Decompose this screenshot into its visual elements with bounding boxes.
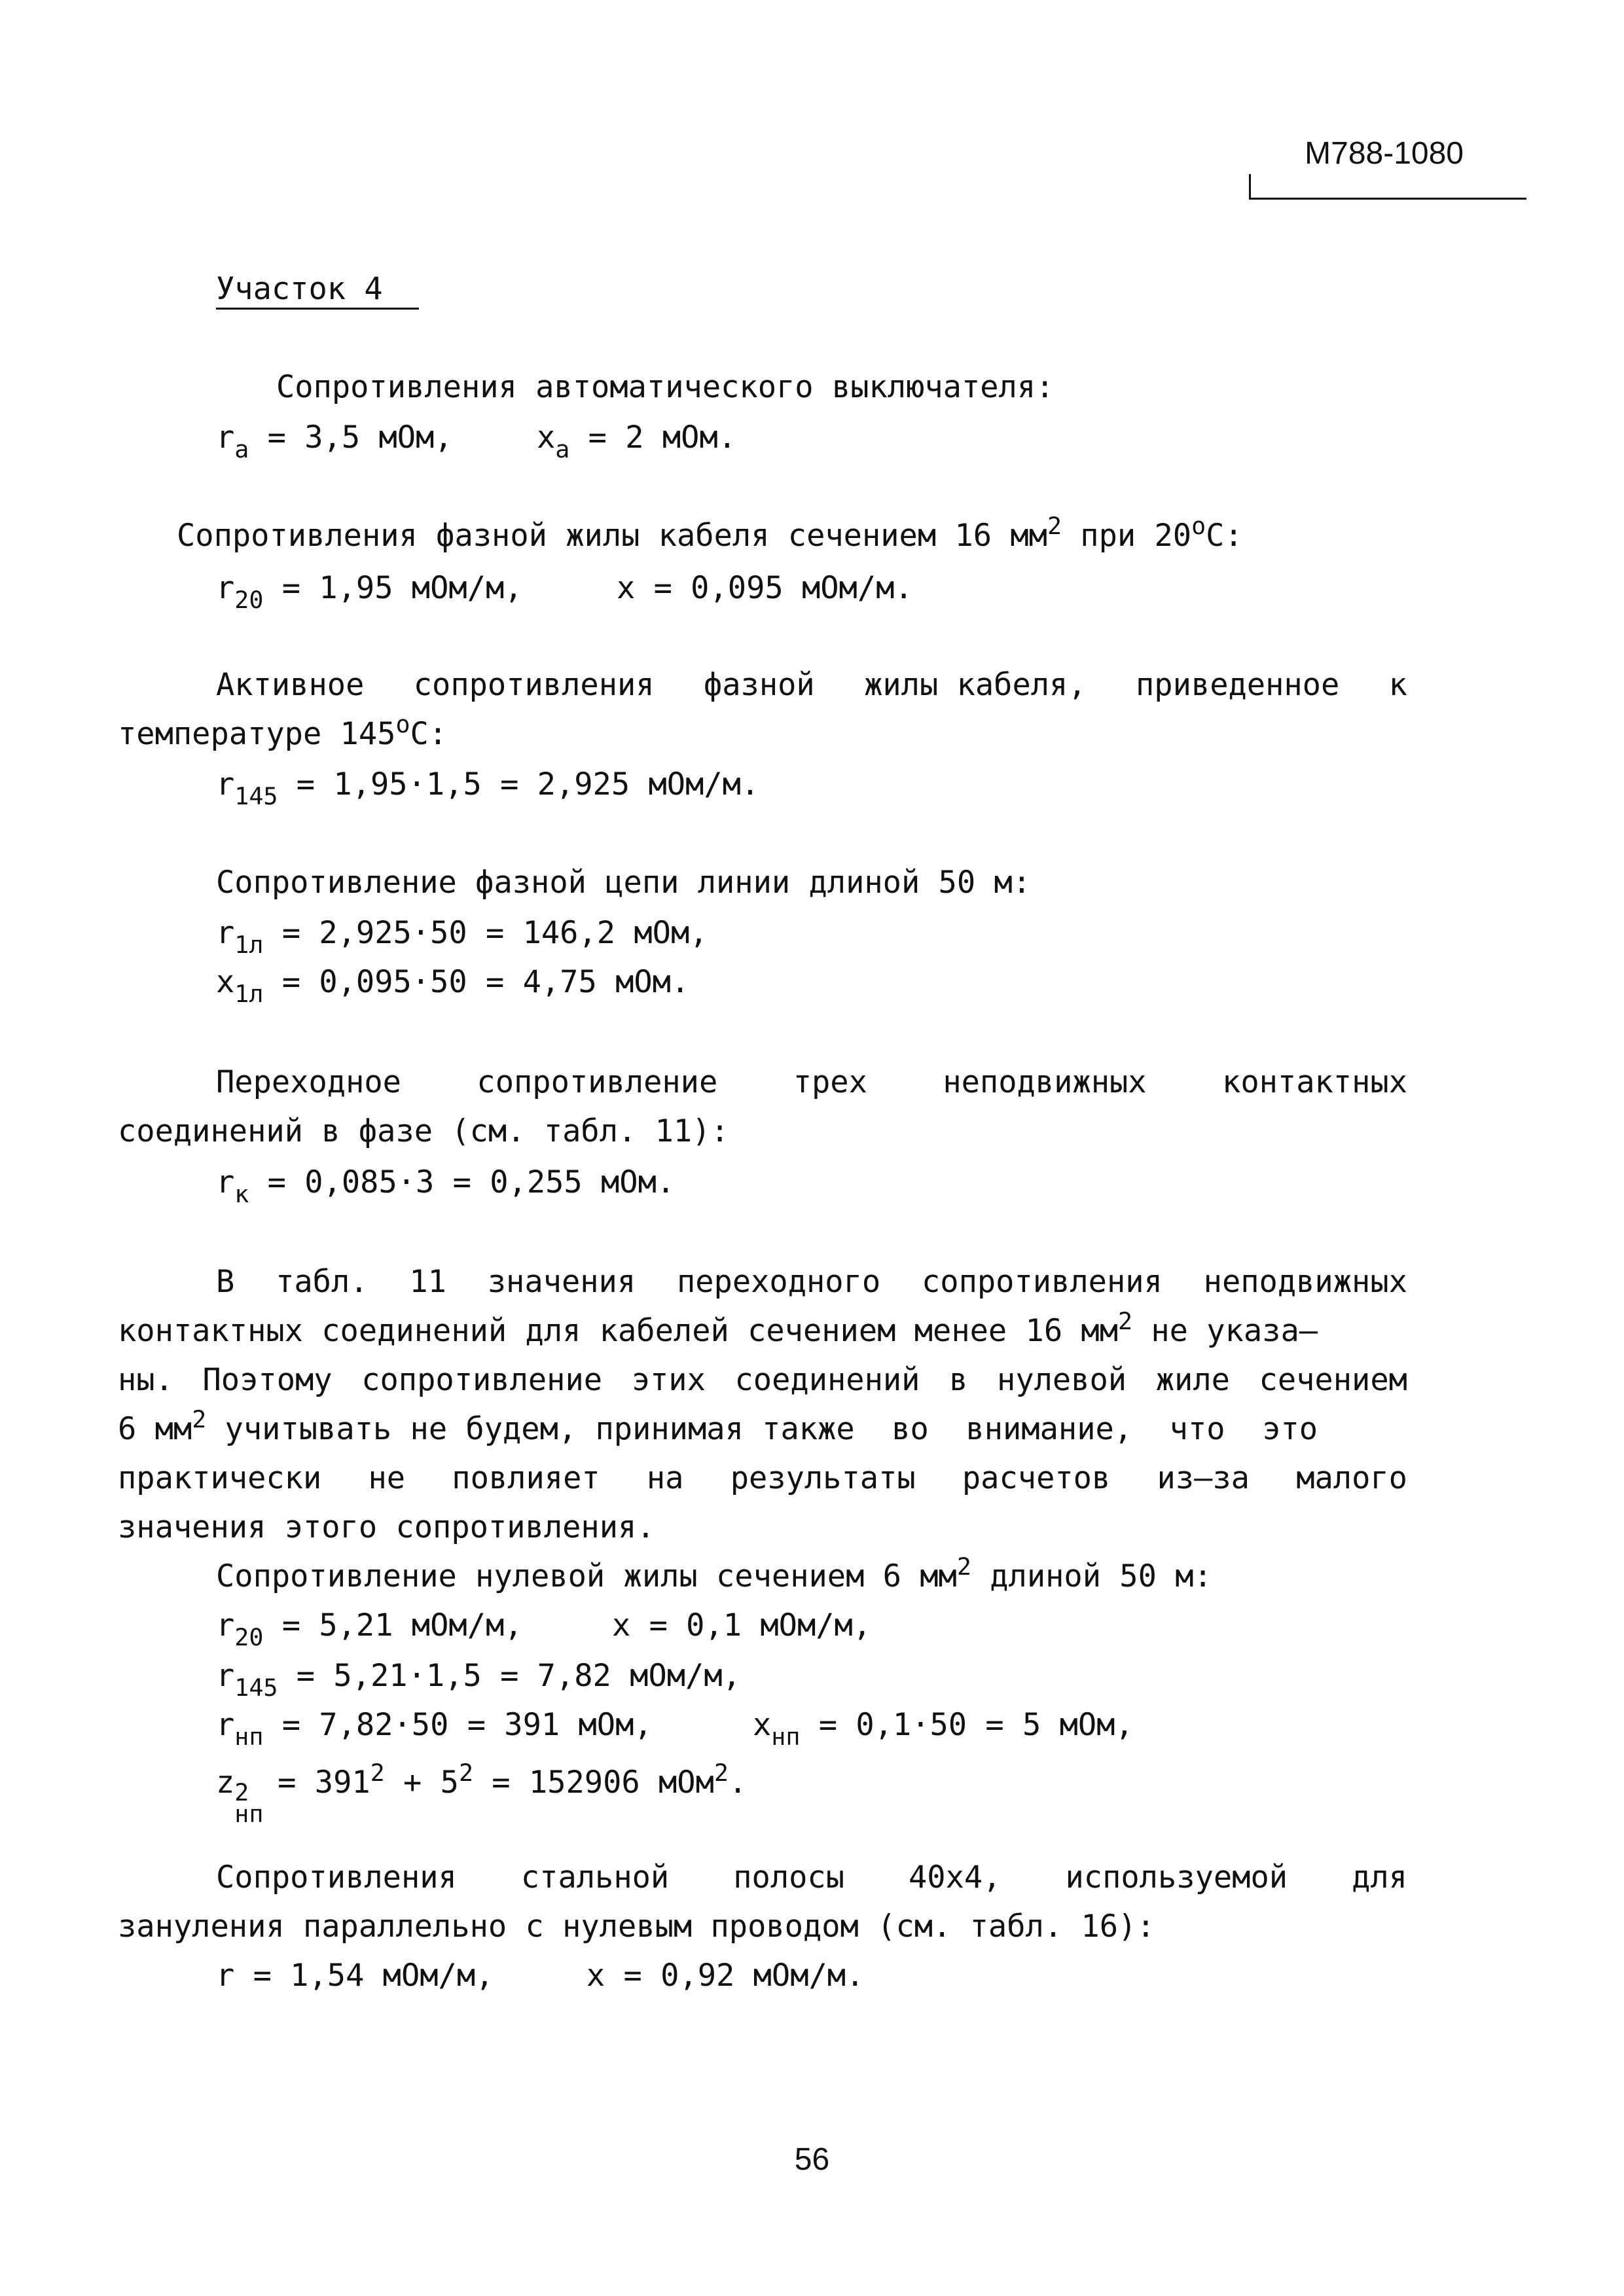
- s6-word: ны.: [118, 1362, 173, 1398]
- s6-word: малого: [1296, 1460, 1407, 1496]
- s6-line2-post: не указа–: [1132, 1313, 1318, 1349]
- s7-equation-4: [216, 1758, 748, 1829]
- s6-word: соединений: [734, 1362, 920, 1398]
- x1l-symbol: x: [216, 964, 235, 1000]
- znp-symbol: z: [216, 1765, 235, 1801]
- xnp-value: = 0,1·50 = 5 мОм,: [800, 1707, 1134, 1743]
- s1-intro: Сопротивления автоматического выключателя:: [276, 369, 1055, 405]
- s6-word: практически: [118, 1460, 322, 1496]
- header-tick: [1249, 174, 1251, 199]
- ra-value: = 3,5 мОм,: [249, 420, 453, 456]
- section-title: Участок 4: [216, 271, 383, 307]
- s7-equation-1-x: x = 0,1 мОм/м,: [612, 1607, 872, 1643]
- znp-sup-c: 2: [713, 1758, 729, 1787]
- s6-word: сопротивление: [361, 1362, 603, 1398]
- s6-line3: [118, 1362, 1407, 1398]
- s6-word: неподвижных: [1203, 1264, 1407, 1300]
- r145-subscript: 145: [234, 782, 278, 811]
- s8-word: для: [1352, 1859, 1407, 1895]
- r145-symbol: r: [216, 766, 235, 802]
- s5-word: сопротивление: [477, 1064, 718, 1100]
- s8-equation: r = 1,54 мОм/м, x = 0,92 мОм/м.: [216, 1958, 865, 1994]
- s6-word: не: [368, 1460, 406, 1496]
- s6-line4-sup: 2: [192, 1405, 207, 1433]
- s1-equation: [216, 420, 453, 464]
- s6-line5: [118, 1460, 1407, 1496]
- r1l-value: = 2,925·50 = 146,2 мОм,: [263, 915, 708, 951]
- r145n-value: = 5,21·1,5 = 7,82 мОм/м,: [278, 1658, 741, 1694]
- s5-line1: [216, 1064, 1407, 1100]
- s5-word: трех: [793, 1064, 867, 1100]
- s6-line4-post: учитывать не будем, принимая также во внимание, что это: [206, 1411, 1318, 1447]
- header-rule: [1249, 198, 1526, 200]
- rk-value: = 0,085·3 = 0,255 мОм.: [249, 1164, 676, 1200]
- s7-equation-2: [216, 1658, 741, 1702]
- s6-word: В: [216, 1264, 235, 1300]
- s6-word: значения: [487, 1264, 636, 1300]
- s6-word: этих: [631, 1362, 706, 1398]
- xnp-symbol: x: [753, 1707, 772, 1743]
- r20-value: = 1,95 мОм/м,: [263, 570, 523, 606]
- r145n-subscript: 145: [234, 1674, 278, 1702]
- s6-line2: [118, 1306, 1318, 1349]
- s6-word: сопротивления: [922, 1264, 1163, 1300]
- xa-value: = 2 мОм.: [569, 420, 737, 456]
- s2-equation-x: x = 0,095 мОм/м.: [617, 570, 913, 606]
- xnp-subscript: нп: [771, 1723, 801, 1751]
- s6-word: табл.: [276, 1264, 369, 1300]
- s8-word: используемой: [1065, 1859, 1288, 1895]
- s6-word: сечением: [1259, 1362, 1407, 1398]
- znp-value-a: = 391: [259, 1765, 370, 1801]
- s8-line2: зануления параллельно с нулевым проводом (см. табл. 16):: [118, 1909, 1155, 1945]
- r20-subscript: 20: [234, 586, 264, 615]
- s6-line4: [118, 1405, 1318, 1447]
- s8-word: полосы: [733, 1859, 845, 1895]
- s8-word: стальной: [520, 1859, 670, 1895]
- s6-line6: значения этого сопротивления.: [118, 1509, 655, 1545]
- znp-sup-b: 2: [458, 1758, 474, 1787]
- r145n-symbol: r: [216, 1658, 235, 1694]
- s3-word: Активное: [216, 667, 365, 703]
- znp-value-b: + 5: [384, 1765, 459, 1801]
- s6-line2-text: контактных соединений для кабелей сечением менее 16 мм: [118, 1313, 1119, 1349]
- ra-subscript: a: [234, 435, 249, 464]
- rnp-symbol: r: [216, 1707, 235, 1743]
- r145-value: = 1,95·1,5 = 2,925 мОм/м.: [278, 766, 760, 802]
- s5-word: неподвижных: [943, 1064, 1147, 1100]
- znp-subscript: нп: [234, 1800, 264, 1829]
- r20n-subscript: 20: [234, 1623, 264, 1652]
- page-number: 56: [794, 2142, 830, 2177]
- s6-word: жиле: [1155, 1362, 1230, 1398]
- s6-word: Поэтому: [202, 1362, 333, 1398]
- s2-intro-mid: при 20: [1062, 518, 1192, 554]
- r20-symbol: r: [216, 570, 235, 606]
- s6-word: переходного: [676, 1264, 881, 1300]
- r1l-subscript: 1л: [234, 931, 264, 960]
- s3-line2-text: температуре 145: [118, 716, 396, 752]
- s3-line2-post: С:: [410, 716, 448, 752]
- section-title-underline: [216, 308, 419, 310]
- s8-word: 40х4,: [909, 1859, 1001, 1895]
- s3-word: жилы кабеля,: [864, 667, 1087, 703]
- s3-equation: [216, 766, 760, 811]
- s3-degree-sup: о: [395, 709, 410, 738]
- s2-intro-sup: 2: [1047, 511, 1062, 540]
- rk-subscript: к: [234, 1180, 249, 1209]
- s3-word: приведенное: [1136, 667, 1340, 703]
- s6-line2-sup: 2: [1118, 1306, 1133, 1335]
- s5-line2: соединений в фазе (см. табл. 11):: [118, 1113, 729, 1149]
- znp-value-end: .: [728, 1765, 748, 1801]
- s7-intro-sup: 2: [956, 1552, 971, 1581]
- r1l-symbol: r: [216, 915, 235, 951]
- s3-word: фазной: [703, 667, 815, 703]
- s1-equation-x: [537, 420, 737, 464]
- s7-intro: [216, 1552, 1212, 1594]
- s4-equation-2: [216, 964, 690, 1009]
- s3-line2: [118, 709, 448, 752]
- s7-equation-3-x: [753, 1707, 1134, 1751]
- x1l-value: = 0,095·50 = 4,75 мОм.: [263, 964, 690, 1000]
- s3-word: сопротивления: [413, 667, 655, 703]
- s6-word: повлияет: [452, 1460, 600, 1496]
- znp-sup: 2: [234, 1778, 249, 1806]
- znp-value-c: = 152906 мОм: [473, 1765, 714, 1801]
- s7-intro-text: Сопротивление нулевой жилы сечением 6 мм: [216, 1558, 957, 1594]
- s3-line1: [216, 667, 1407, 703]
- s6-word: 11: [409, 1264, 446, 1300]
- s2-degree-sup: о: [1191, 511, 1206, 540]
- xa-symbol: x: [537, 420, 556, 456]
- s5-equation: [216, 1164, 676, 1209]
- s8-word: Сопротивления: [216, 1859, 457, 1895]
- s4-intro: Сопротивление фазной цепи линии длиной 50 м:: [216, 865, 1032, 901]
- rk-symbol: r: [216, 1164, 235, 1200]
- s5-word: Переходное: [216, 1064, 401, 1100]
- x1l-subscript: 1л: [234, 980, 264, 1009]
- s6-word: нулевой: [997, 1362, 1127, 1398]
- s6-word: расчетов: [962, 1460, 1111, 1496]
- znp-sup-a: 2: [370, 1758, 385, 1787]
- s2-intro-post: С:: [1206, 518, 1243, 554]
- s2-equation: [216, 570, 523, 615]
- s6-line4-text: 6 мм: [118, 1411, 192, 1447]
- ra-symbol: r: [216, 420, 235, 456]
- s6-word: в: [949, 1362, 968, 1398]
- r20n-value: = 5,21 мОм/м,: [263, 1607, 523, 1643]
- s4-equation-1: [216, 915, 708, 960]
- s3-word: к: [1388, 667, 1407, 703]
- rnp-value: = 7,82·50 = 391 мОм,: [263, 1707, 653, 1743]
- s7-equation-3: [216, 1707, 653, 1751]
- document-id: M788-1080: [1305, 136, 1464, 171]
- s2-intro: [177, 511, 1243, 554]
- s6-word: на: [646, 1460, 684, 1496]
- s6-line1: [216, 1264, 1407, 1300]
- s7-intro-post: длиной 50 м:: [971, 1558, 1212, 1594]
- s7-equation-1: [216, 1607, 523, 1652]
- s2-intro-text: Сопротивления фазной жилы кабеля сечением 16 мм: [177, 518, 1047, 554]
- s8-line1: [216, 1859, 1407, 1895]
- xa-subscript: a: [555, 435, 570, 464]
- s5-word: контактных: [1222, 1064, 1407, 1100]
- r20n-symbol: r: [216, 1607, 235, 1643]
- s6-word: результаты: [730, 1460, 916, 1496]
- s6-word: из–за: [1157, 1460, 1250, 1496]
- rnp-subscript: нп: [234, 1723, 264, 1751]
